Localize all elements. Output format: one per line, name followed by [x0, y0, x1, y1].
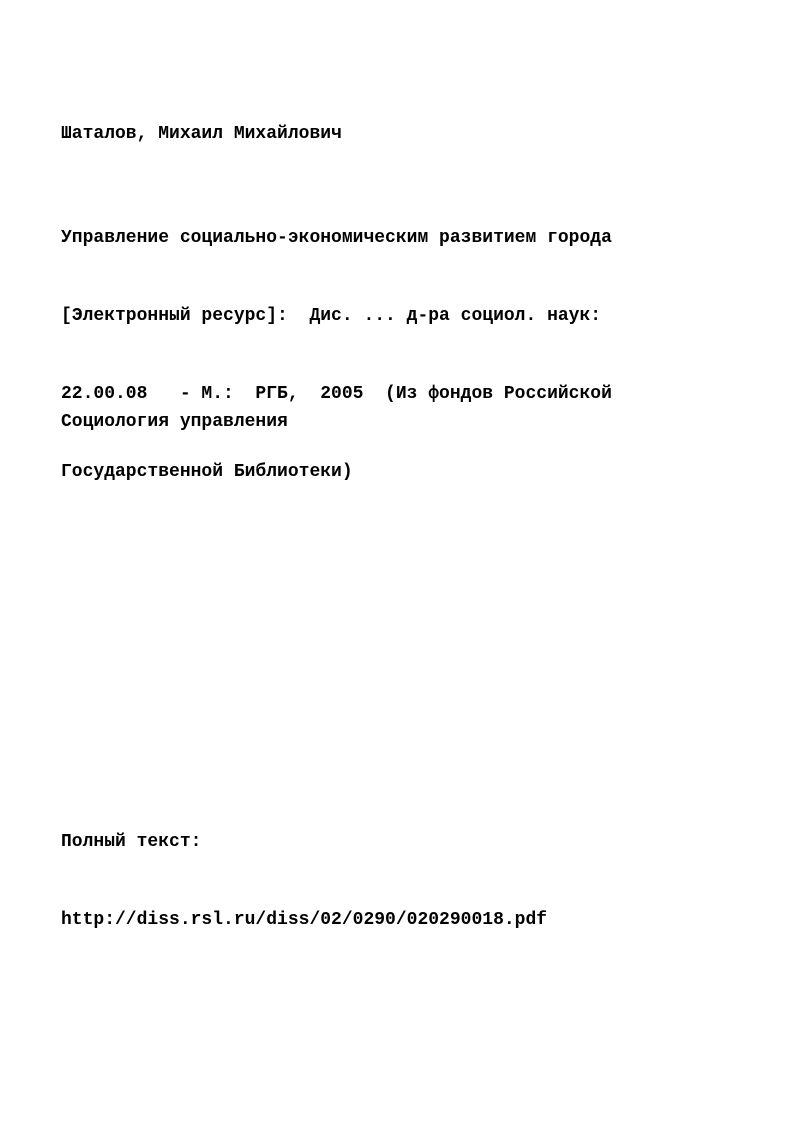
bibliographic-description: [61, 173, 612, 537]
author-name: Шаталов, Михаил Михайлович: [61, 124, 342, 144]
full-text-link[interactable]: http://diss.rsl.ru/diss/02/0290/020290018.pdf: [61, 910, 548, 930]
full-text-block: [61, 777, 547, 985]
title-line: [Электронный ресурс]: Дис. ... д-ра социол. наук:: [61, 306, 602, 326]
title-line: Государственной Библиотеки): [61, 462, 353, 482]
title-line: Управление социально-экономическим развитием города: [61, 228, 612, 248]
specialty-name: Социология управления: [61, 412, 288, 432]
full-text-label: Полный текст:: [61, 832, 202, 852]
title-line: 22.00.08 - М.: РГБ, 2005 (Из фондов Российской: [61, 384, 612, 404]
